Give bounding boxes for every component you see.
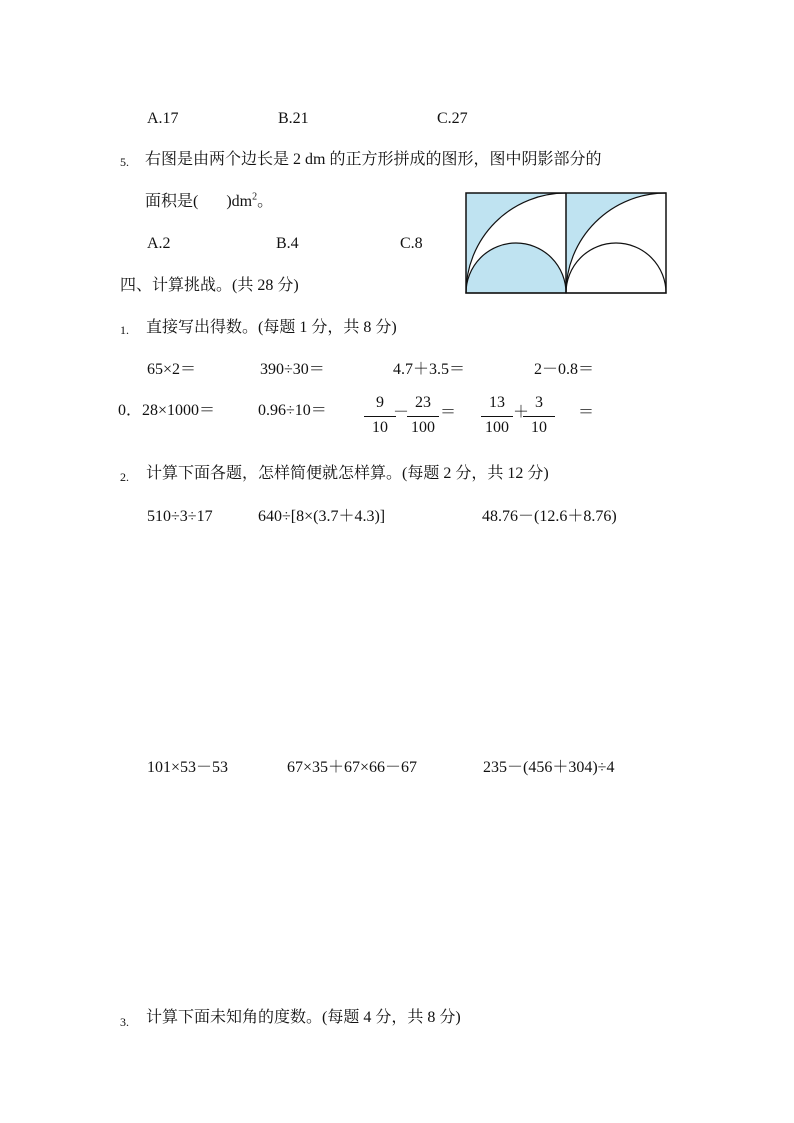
fraction <box>479 394 515 439</box>
denominator: 10 <box>531 419 547 436</box>
calc-item: 235－(456＋304)÷4 <box>483 759 615 776</box>
fraction-bar <box>481 416 513 417</box>
question-title: 计算下面各题，怎样简便就怎样算。(每题 2 分，共 12 分) <box>146 465 549 482</box>
question-number: 1. <box>120 323 129 337</box>
numerator: 23 <box>415 394 431 411</box>
equals: ＝ <box>440 404 457 421</box>
question-number: 5. <box>120 155 129 169</box>
option-a: A.2 <box>147 235 171 252</box>
calc-item: 0．28×1000＝ <box>118 402 216 419</box>
numerator: 3 <box>535 394 543 411</box>
question-text-line2 <box>145 192 273 212</box>
calc-item: 0.96÷10＝ <box>258 402 327 419</box>
calc-item: 101×53－53 <box>147 759 229 776</box>
unit: )dm <box>226 193 253 210</box>
period: 。 <box>257 193 274 210</box>
question-title: 直接写出得数。(每题 1 分，共 8 分) <box>146 319 397 336</box>
fraction-bar <box>364 416 396 417</box>
denominator: 100 <box>485 419 509 436</box>
option-c: C.27 <box>437 110 468 127</box>
calc-item: 4.7＋3.5＝ <box>393 361 466 378</box>
numerator: 9 <box>376 394 384 411</box>
calc-item: 48.76－(12.6＋8.76) <box>482 508 617 525</box>
operator: － <box>393 404 410 421</box>
fraction <box>405 394 441 439</box>
option-b: B.21 <box>278 110 309 127</box>
calc-item: 640÷[8×(3.7＋4.3)] <box>258 508 386 525</box>
denominator: 100 <box>411 419 435 436</box>
question-text: 右图是由两个边长是 2 dm 的正方形拼成的图形，图中阴影部分的 <box>145 151 602 168</box>
denominator: 10 <box>372 419 388 436</box>
geometry-figure <box>465 192 668 294</box>
option-a: A.17 <box>147 110 179 127</box>
unit-exponent: 2 <box>252 191 258 203</box>
question-title: 计算下面未知角的度数。(每题 4 分，共 8 分) <box>146 1009 461 1026</box>
equals: ＝ <box>578 404 595 421</box>
calc-item: 67×35＋67×66－67 <box>287 759 418 776</box>
calc-item: 390÷30＝ <box>260 361 325 378</box>
option-c: C.8 <box>400 235 423 252</box>
option-b: B.4 <box>276 235 299 252</box>
question-number: 3. <box>120 1015 129 1029</box>
calc-item: 2－0.8＝ <box>534 361 595 378</box>
text-before-blank: 面积是( <box>145 193 199 210</box>
fraction-bar <box>407 416 439 417</box>
operator: ＋ <box>513 404 530 421</box>
answer-blank <box>198 193 226 210</box>
question-number: 2. <box>120 470 129 484</box>
fraction-bar <box>523 416 555 417</box>
calc-item: 65×2＝ <box>147 361 197 378</box>
fraction <box>521 394 557 439</box>
section-heading: 四、计算挑战。(共 28 分) <box>120 277 299 294</box>
calc-item: 510÷3÷17 <box>147 508 213 525</box>
numerator: 13 <box>489 394 505 411</box>
